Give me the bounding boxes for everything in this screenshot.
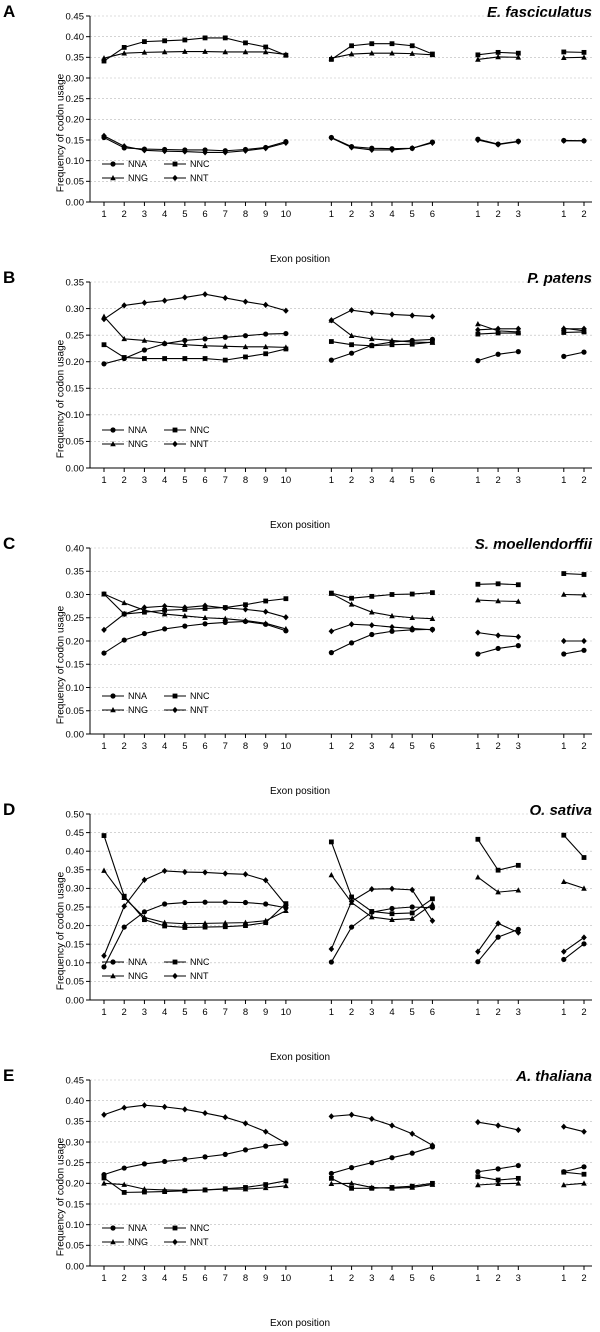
panel-letter-b: B [3, 268, 16, 287]
panel-title-a: E. fasciculatus [486, 4, 592, 21]
svg-text:6: 6 [202, 475, 208, 486]
svg-text:2: 2 [121, 475, 127, 486]
svg-text:10: 10 [280, 1007, 292, 1018]
panel-letter-e: E [3, 1066, 15, 1085]
svg-text:10: 10 [280, 209, 292, 220]
svg-text:1: 1 [328, 741, 335, 752]
svg-text:9: 9 [263, 209, 269, 220]
panel-letter-a: A [3, 2, 16, 21]
svg-text:0.10: 0.10 [65, 682, 84, 694]
svg-text:0.35: 0.35 [65, 277, 84, 289]
chart-panel-d [0, 798, 600, 1064]
svg-text:0.15: 0.15 [65, 1199, 84, 1211]
svg-text:NNC: NNC [190, 957, 210, 968]
svg-text:0.05: 0.05 [65, 1240, 84, 1252]
svg-text:5: 5 [409, 1273, 415, 1284]
svg-text:0.05: 0.05 [65, 176, 84, 188]
svg-text:3: 3 [515, 475, 521, 486]
svg-text:0.20: 0.20 [65, 114, 84, 126]
panel-title-c: S. moellendorffii [474, 536, 592, 553]
svg-text:NNG: NNG [128, 705, 148, 716]
svg-text:NNA: NNA [128, 691, 148, 702]
x-axis-label-b: Exon position [269, 520, 331, 531]
svg-text:3: 3 [141, 209, 148, 220]
svg-text:0.30: 0.30 [65, 1137, 84, 1149]
svg-text:8: 8 [242, 475, 249, 486]
svg-text:3: 3 [369, 1273, 375, 1284]
svg-text:0.30: 0.30 [65, 73, 84, 85]
svg-text:3: 3 [515, 209, 521, 220]
svg-text:0.05: 0.05 [65, 706, 84, 718]
svg-text:5: 5 [182, 1273, 188, 1284]
x-axis-label-a: Exon position [269, 254, 331, 265]
svg-text:6: 6 [202, 1273, 208, 1284]
svg-text:0.00: 0.00 [65, 197, 84, 209]
svg-text:0.50: 0.50 [65, 809, 84, 821]
svg-text:NNT: NNT [190, 705, 209, 716]
panel-title-e: A. thaliana [516, 1068, 592, 1085]
svg-text:1: 1 [475, 475, 481, 486]
svg-text:0.15: 0.15 [65, 659, 84, 671]
svg-text:0.45: 0.45 [65, 827, 84, 839]
svg-text:1: 1 [561, 1007, 567, 1018]
svg-text:2: 2 [581, 209, 587, 220]
svg-text:7: 7 [222, 741, 228, 752]
y-axis-label-c: Frequency of codon usage [55, 605, 67, 725]
svg-text:4: 4 [161, 475, 168, 486]
svg-text:1: 1 [328, 1273, 335, 1284]
svg-text:1: 1 [328, 1007, 335, 1018]
svg-text:4: 4 [389, 475, 395, 486]
svg-text:2: 2 [581, 1007, 587, 1018]
svg-text:1: 1 [561, 209, 567, 220]
x-axis-label-c: Exon position [269, 786, 331, 797]
y-axis-label-b: Frequency of codon usage [55, 339, 67, 459]
panel-letter-d: D [3, 800, 16, 819]
svg-text:9: 9 [263, 741, 269, 752]
svg-text:3: 3 [141, 1007, 148, 1018]
svg-text:2: 2 [121, 1007, 127, 1018]
svg-text:1: 1 [101, 209, 107, 220]
svg-text:3: 3 [369, 741, 375, 752]
svg-text:NNC: NNC [190, 691, 210, 702]
svg-text:5: 5 [409, 741, 415, 752]
svg-text:0.10: 0.10 [65, 958, 84, 970]
svg-text:2: 2 [581, 741, 587, 752]
svg-text:6: 6 [202, 1007, 208, 1018]
svg-text:0.25: 0.25 [65, 330, 84, 342]
svg-text:0.05: 0.05 [65, 976, 84, 988]
svg-text:1: 1 [101, 741, 107, 752]
svg-text:5: 5 [182, 475, 188, 486]
svg-text:0.40: 0.40 [65, 1095, 84, 1107]
svg-text:3: 3 [369, 475, 375, 486]
svg-text:3: 3 [515, 1273, 521, 1284]
svg-text:NNC: NNC [190, 159, 210, 170]
svg-text:4: 4 [161, 741, 168, 752]
svg-text:1: 1 [101, 475, 107, 486]
svg-text:2: 2 [348, 1007, 355, 1018]
svg-text:3: 3 [141, 1273, 148, 1284]
svg-text:0.25: 0.25 [65, 93, 84, 105]
svg-text:NNT: NNT [190, 173, 209, 184]
svg-text:4: 4 [389, 1007, 395, 1018]
svg-text:2: 2 [495, 741, 501, 752]
svg-text:0.45: 0.45 [65, 11, 84, 23]
svg-text:2: 2 [495, 1273, 501, 1284]
svg-text:2: 2 [348, 475, 355, 486]
svg-text:1: 1 [475, 1273, 481, 1284]
svg-text:4: 4 [161, 1273, 168, 1284]
x-axis-label-d: Exon position [269, 1052, 331, 1063]
svg-text:4: 4 [161, 1007, 168, 1018]
svg-text:NNC: NNC [190, 1223, 210, 1234]
svg-text:1: 1 [475, 741, 481, 752]
svg-text:10: 10 [280, 741, 292, 752]
svg-text:6: 6 [429, 475, 436, 486]
svg-text:8: 8 [242, 209, 249, 220]
y-axis-label-d: Frequency of codon usage [55, 871, 67, 991]
svg-text:0.10: 0.10 [65, 1219, 84, 1231]
panel-letter-c: C [3, 534, 16, 553]
svg-text:5: 5 [182, 209, 188, 220]
svg-text:0.00: 0.00 [65, 729, 84, 741]
svg-text:9: 9 [263, 475, 269, 486]
svg-text:0.45: 0.45 [65, 1075, 84, 1087]
svg-text:0.25: 0.25 [65, 613, 84, 625]
svg-text:9: 9 [263, 1273, 269, 1284]
svg-text:0.40: 0.40 [65, 846, 84, 858]
svg-text:NNG: NNG [128, 173, 148, 184]
svg-text:0.30: 0.30 [65, 883, 84, 895]
svg-text:2: 2 [121, 209, 127, 220]
svg-text:6: 6 [429, 741, 436, 752]
svg-text:3: 3 [515, 1007, 521, 1018]
svg-text:8: 8 [242, 741, 249, 752]
svg-text:5: 5 [182, 741, 188, 752]
svg-text:1: 1 [561, 1273, 567, 1284]
svg-text:7: 7 [222, 1273, 228, 1284]
svg-text:9: 9 [263, 1007, 269, 1018]
svg-text:0.05: 0.05 [65, 436, 84, 448]
svg-text:8: 8 [242, 1273, 249, 1284]
svg-text:5: 5 [409, 209, 415, 220]
svg-text:1: 1 [328, 475, 335, 486]
svg-text:2: 2 [581, 1273, 587, 1284]
svg-text:NNT: NNT [190, 1237, 209, 1248]
svg-text:6: 6 [429, 209, 436, 220]
svg-text:NNT: NNT [190, 439, 209, 450]
svg-text:6: 6 [429, 1007, 436, 1018]
svg-text:5: 5 [409, 1007, 415, 1018]
svg-text:10: 10 [280, 1273, 292, 1284]
svg-text:5: 5 [409, 475, 415, 486]
svg-text:0.10: 0.10 [65, 410, 84, 422]
svg-text:0.35: 0.35 [65, 566, 84, 578]
svg-text:2: 2 [495, 1007, 501, 1018]
svg-text:6: 6 [202, 741, 208, 752]
svg-text:3: 3 [141, 741, 148, 752]
svg-text:2: 2 [495, 475, 501, 486]
y-axis-label-a: Frequency of codon usage [55, 73, 67, 193]
svg-text:NNA: NNA [128, 159, 148, 170]
chart-panel-c [0, 532, 600, 798]
svg-text:3: 3 [141, 475, 148, 486]
svg-text:NNG: NNG [128, 439, 148, 450]
svg-text:0.35: 0.35 [65, 52, 84, 64]
svg-text:2: 2 [348, 209, 355, 220]
y-axis-label-e: Frequency of codon usage [55, 1137, 67, 1257]
svg-text:4: 4 [161, 209, 168, 220]
svg-text:0.00: 0.00 [65, 463, 84, 475]
svg-text:0.15: 0.15 [65, 383, 84, 395]
svg-text:5: 5 [182, 1007, 188, 1018]
svg-text:NNA: NNA [128, 957, 148, 968]
panel-title-b: P. patens [527, 270, 592, 287]
svg-text:0.25: 0.25 [65, 1157, 84, 1169]
svg-text:1: 1 [475, 1007, 481, 1018]
chart-panel-b [0, 266, 600, 532]
svg-text:NNA: NNA [128, 425, 148, 436]
x-axis-label-e: Exon position [269, 1318, 331, 1329]
svg-text:2: 2 [121, 1273, 127, 1284]
svg-text:NNA: NNA [128, 1223, 148, 1234]
panel-title-d: O. sativa [529, 802, 592, 819]
svg-text:0.20: 0.20 [65, 1178, 84, 1190]
svg-text:4: 4 [389, 1273, 395, 1284]
svg-text:NNG: NNG [128, 971, 148, 982]
svg-text:1: 1 [101, 1273, 107, 1284]
svg-text:1: 1 [328, 209, 335, 220]
svg-text:0.00: 0.00 [65, 995, 84, 1007]
svg-text:0.20: 0.20 [65, 636, 84, 648]
svg-text:2: 2 [348, 741, 355, 752]
svg-text:6: 6 [429, 1273, 436, 1284]
svg-text:7: 7 [222, 475, 228, 486]
svg-text:NNT: NNT [190, 971, 209, 982]
svg-text:1: 1 [561, 475, 567, 486]
svg-text:3: 3 [515, 741, 521, 752]
svg-text:8: 8 [242, 1007, 249, 1018]
svg-text:1: 1 [475, 209, 481, 220]
svg-text:7: 7 [222, 1007, 228, 1018]
svg-text:0.25: 0.25 [65, 902, 84, 914]
svg-text:NNC: NNC [190, 425, 210, 436]
svg-text:7: 7 [222, 209, 228, 220]
chart-panel-e [0, 1064, 600, 1330]
chart-panel-a [0, 0, 600, 266]
svg-text:0.30: 0.30 [65, 303, 84, 315]
svg-text:2: 2 [121, 741, 127, 752]
svg-text:4: 4 [389, 741, 395, 752]
svg-text:10: 10 [280, 475, 292, 486]
svg-text:0.20: 0.20 [65, 920, 84, 932]
svg-text:0.35: 0.35 [65, 865, 84, 877]
svg-text:0.40: 0.40 [65, 31, 84, 43]
svg-text:1: 1 [101, 1007, 107, 1018]
svg-text:6: 6 [202, 209, 208, 220]
svg-text:2: 2 [495, 209, 501, 220]
svg-text:4: 4 [389, 209, 395, 220]
svg-text:2: 2 [581, 475, 587, 486]
svg-text:0.15: 0.15 [65, 939, 84, 951]
svg-text:2: 2 [348, 1273, 355, 1284]
svg-text:3: 3 [369, 209, 375, 220]
svg-text:0.15: 0.15 [65, 135, 84, 147]
svg-text:0.20: 0.20 [65, 357, 84, 369]
svg-text:0.00: 0.00 [65, 1261, 84, 1273]
svg-text:0.10: 0.10 [65, 155, 84, 167]
svg-text:0.30: 0.30 [65, 589, 84, 601]
svg-text:3: 3 [369, 1007, 375, 1018]
svg-text:NNG: NNG [128, 1237, 148, 1248]
svg-text:0.40: 0.40 [65, 543, 84, 555]
svg-text:0.35: 0.35 [65, 1116, 84, 1128]
svg-text:1: 1 [561, 741, 567, 752]
